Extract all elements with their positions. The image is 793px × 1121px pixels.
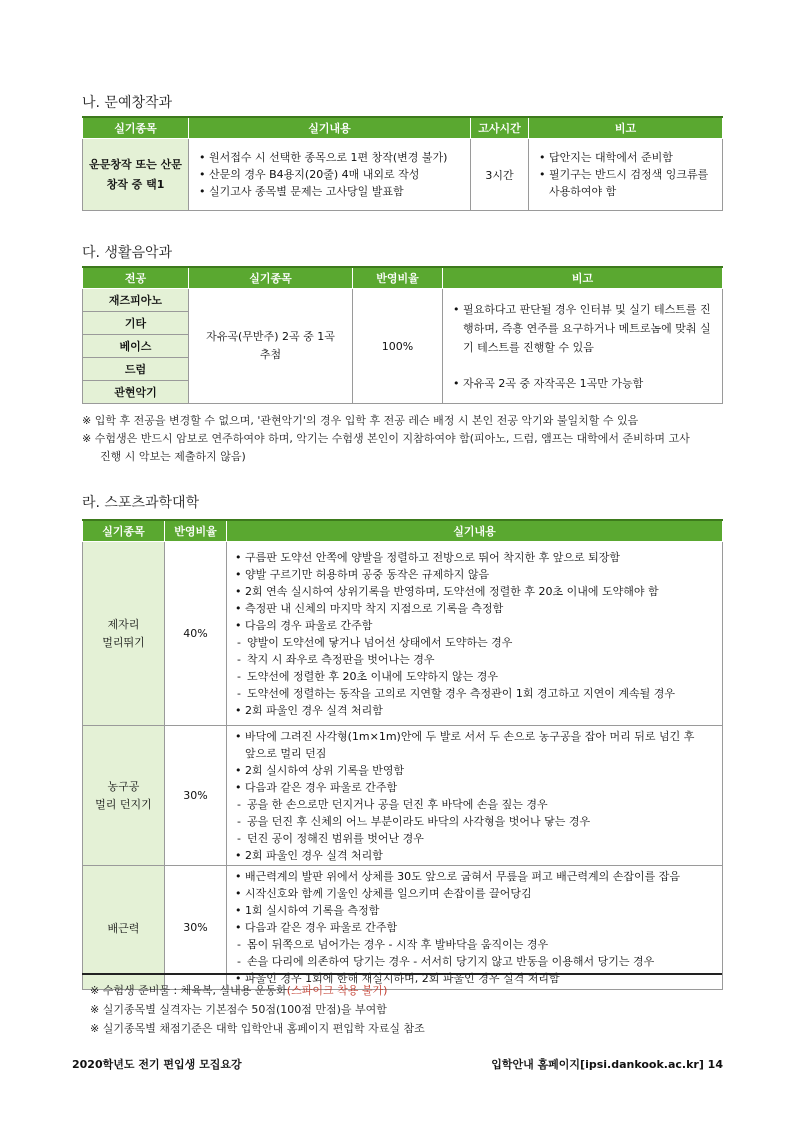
content-cell <box>227 866 723 990</box>
content-list <box>233 549 716 719</box>
header-cell: 전공 <box>83 267 189 289</box>
major-cell: 베이스 <box>83 335 189 358</box>
header-cell: 실기종목 <box>83 117 189 139</box>
event-cell <box>83 726 165 866</box>
section-title-da: 다. 생활음악과 <box>82 245 173 261</box>
major-cell: 기타 <box>83 312 189 335</box>
list-item: • 파울인 경우 1회에 한해 재실시하며, 2회 파울인 경우 실격 처리함 <box>233 970 716 987</box>
list-item: • 구름판 도약선 안쪽에 양발을 정렬하고 전방으로 뛰어 착지한 후 앞으로 퇴장함 <box>233 549 716 566</box>
list-item: • 바닥에 그려진 사각형(1m×1m)안에 두 발로 서서 두 손으로 농구공을 잡아 머리 뒤로 넘긴 후 <box>233 728 716 745</box>
note-da-1: ※ 입학 후 전공을 변경할 수 없으며, '관현악기'의 경우 입학 후 전공 레슨 배정 시 본인 전공 악기와 불일치할 수 있음 <box>82 414 639 427</box>
list-item: • 2회 파울인 경우 실격 처리함 <box>233 847 716 864</box>
header-cell: 비고 <box>529 117 723 139</box>
event-cell <box>83 866 165 990</box>
event-name: 멀리뛰기 <box>102 635 145 649</box>
list-item: - 양발이 도약선에 닿거나 넘어선 상태에서 도약하는 경우 <box>233 634 716 651</box>
content-cell <box>189 139 471 211</box>
list-item: - 던진 공이 정해진 범위를 벗어난 경우 <box>233 830 716 847</box>
note-da-2: ※ 수험생은 반드시 암보로 연주하여야 하며, 악기는 수험생 본인이 지참하여야 함(피아노, 드럼, 앰프는 대학에서 준비하며 고사 <box>82 432 690 445</box>
list-item: • 원서접수 시 선택한 종목으로 1편 창작(변경 불가) <box>197 149 462 166</box>
remarks-cell <box>529 139 723 211</box>
list-item: • 양발 구르기만 허용하며 공중 동작은 규제하지 않음 <box>233 566 716 583</box>
event-name: 농구공 <box>107 779 140 793</box>
event-name: 제자리 <box>107 617 140 631</box>
event-name: 배근력 <box>107 921 140 935</box>
note-ra-1: ※ 수험생 준비물 : 체육복, 실내용 운동화(스파이크 착용 불가) <box>90 984 388 997</box>
table-bottom-rule <box>82 973 722 975</box>
list-item: • 시작신호와 함께 기울인 상체를 일으키며 손잡이를 끌어당김 <box>233 885 716 902</box>
header-cell: 실기내용 <box>189 117 471 139</box>
note-highlight: (스파이크 착용 불가) <box>286 984 388 997</box>
list-item: • 1회 실시하여 기록을 측정함 <box>233 902 716 919</box>
list-item: • 실기고사 종목별 문제는 고사당일 발표함 <box>197 183 462 200</box>
header-cell: 실기종목 <box>83 520 165 542</box>
list-item: 앞으로 멀리 던짐 <box>245 746 327 760</box>
content-cell <box>227 726 723 866</box>
footer-right: 입학안내 홈페이지[ipsi.dankook.ac.kr] 14 <box>491 1058 723 1071</box>
list-item: - 공을 한 손으로만 던지거나 공을 던진 후 바닥에 손을 짚는 경우 <box>233 796 716 813</box>
list-item: • 자유곡 2곡 중 자작곡은 1곡만 가능함 <box>451 375 714 392</box>
time-cell: 3시간 <box>471 139 529 211</box>
list-item: • 필요하다고 판단될 경우 인터뷰 및 실기 테스트를 진행하며, 즉흥 연주를 요구하거나 메트로놈에 맞춰 실기 테스트를 진행할 수 있음 <box>451 300 714 357</box>
section-title-na: 나. 문예창작과 <box>82 95 173 111</box>
list-item: • 다음의 경우 파울로 간주함 <box>233 617 716 634</box>
remarks-cell <box>443 289 723 404</box>
list-item: - 몸이 뒤쪽으로 넘어가는 경우 - 시작 후 발바닥을 움직이는 경우 <box>233 936 716 953</box>
header-cell: 반영비율 <box>165 520 227 542</box>
list-item: • 측정판 내 신체의 마지막 착지 지점으로 기록을 측정함 <box>233 600 716 617</box>
list-item: • 2회 연속 실시하여 상위기록을 반영하며, 도약선에 정렬한 후 20초 이내에 도약해야 함 <box>233 583 716 600</box>
item-cell: 자유곡(무반주) 2곡 중 1곡 추첨 <box>189 289 353 404</box>
list-item: - 공을 던진 후 신체의 어느 부분이라도 바닥의 사각형을 벗어나 닿는 경우 <box>233 813 716 830</box>
list-item: • 2회 실시하여 상위 기록을 반영함 <box>233 762 716 779</box>
header-cell: 실기내용 <box>227 520 723 542</box>
list-item: - 도약선에 정렬한 후 20초 이내에 도약하지 않는 경우 <box>233 668 716 685</box>
header-cell: 실기종목 <box>189 267 353 289</box>
list-item: • 필기구는 반드시 검정색 잉크류를 사용하여야 함 <box>537 166 714 200</box>
list-item: • 2회 파울인 경우 실격 처리함 <box>233 702 716 719</box>
table-na <box>82 116 723 211</box>
list-item: - 도약선에 정렬하는 동작을 고의로 지연할 경우 측정관이 1회 경고하고 지연이 계속될 경우 <box>233 685 716 702</box>
list-item: • 배근력계의 발판 위에서 상체를 30도 앞으로 굽혀서 무릎을 펴고 배근력계의 손잡이를 잡음 <box>233 868 716 885</box>
header-cell: 고사시간 <box>471 117 529 139</box>
event-cell <box>83 542 165 726</box>
header-cell: 비고 <box>443 267 723 289</box>
event-name: 멀리 던지기 <box>95 797 152 811</box>
content-list <box>233 868 716 987</box>
section-title-ra: 라. 스포츠과학대학 <box>82 495 200 511</box>
table-da <box>82 266 723 404</box>
list-item: • 다음과 같은 경우 파울로 간주함 <box>233 779 716 796</box>
list-item: • 답안지는 대학에서 준비함 <box>537 149 714 166</box>
ratio-cell: 30% <box>165 726 227 866</box>
ratio-cell: 100% <box>353 289 443 404</box>
content-list <box>233 728 716 864</box>
ratio-cell: 40% <box>165 542 227 726</box>
note-ra-3: ※ 실기종목별 채점기준은 대학 입학안내 홈페이지 편입학 자료실 참조 <box>90 1022 425 1035</box>
major-cell: 드럼 <box>83 358 189 381</box>
content-cell <box>227 542 723 726</box>
list-item: • 다음과 같은 경우 파울로 간주함 <box>233 919 716 936</box>
note-ra-2: ※ 실기종목별 실격자는 기본점수 50점(100점 만점)을 부여함 <box>90 1003 387 1016</box>
category-cell: 운문창작 또는 산문창작 중 택1 <box>83 139 189 211</box>
header-cell: 반영비율 <box>353 267 443 289</box>
note-da-3: 진행 시 악보는 제출하지 않음) <box>100 450 246 463</box>
major-cell: 재즈피아노 <box>83 289 189 312</box>
major-cell: 관현악기 <box>83 381 189 404</box>
list-item: - 손을 다리에 의존하여 당기는 경우 - 서서히 당기지 않고 반동을 이용해서 당기는 경우 <box>233 953 716 970</box>
ratio-cell: 30% <box>165 866 227 990</box>
table-ra <box>82 519 723 990</box>
footer-left: 2020학년도 전기 편입생 모집요강 <box>72 1058 242 1071</box>
list-item: • 산문의 경우 B4용지(20줄) 4매 내외로 작성 <box>197 166 462 183</box>
list-item: - 착지 시 좌우로 측정판을 벗어나는 경우 <box>233 651 716 668</box>
